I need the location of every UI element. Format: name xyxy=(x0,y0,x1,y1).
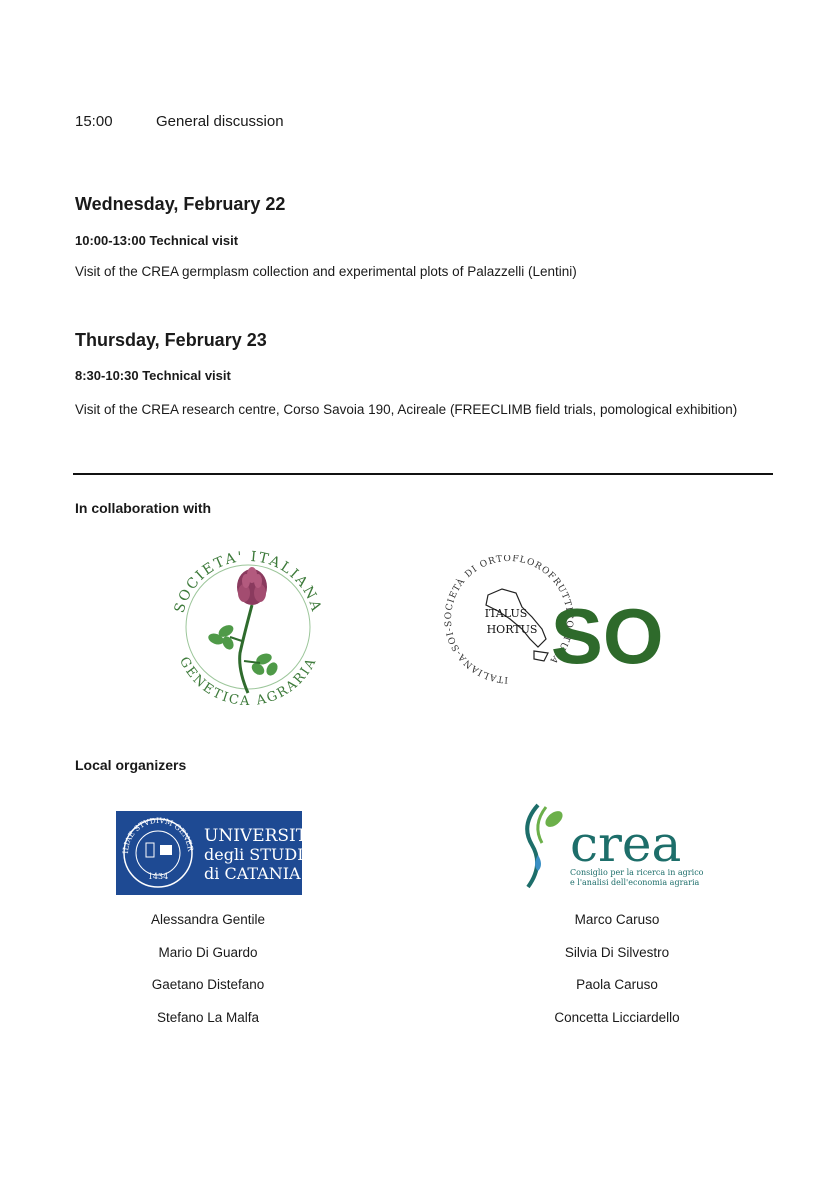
crea-logo xyxy=(518,797,703,899)
organizer-name-left: Gaetano Distefano xyxy=(151,977,265,992)
organizer-name-left: Mario Di Guardo xyxy=(158,945,258,960)
siga-top-text: SOCIETA' ITALIANA xyxy=(171,548,325,615)
organizer-name-right: Marco Caruso xyxy=(574,912,660,927)
soi-logo xyxy=(438,555,663,695)
siga-bottom-text: GENETICA AGRARIA xyxy=(175,654,321,710)
crea-wordmark: crea xyxy=(570,815,682,873)
collaboration-heading: In collaboration with xyxy=(75,500,212,516)
unict-logo xyxy=(116,811,302,895)
soi-inner-line1: ITALUS xyxy=(484,607,528,620)
crea-tagline-1: Consiglio per la ricerca in agrico xyxy=(570,868,703,877)
siga-logo xyxy=(160,535,335,710)
unict-line1: UNIVERSIT xyxy=(204,826,302,846)
section-divider xyxy=(73,473,773,475)
organizer-name-left: Stefano La Malfa xyxy=(156,1010,260,1025)
soi-wordmark: SO xyxy=(550,592,663,680)
soi-inner-line2: HORTUS xyxy=(486,623,538,636)
schedule-item: General discussion xyxy=(156,113,284,130)
thursday-heading: Thursday, February 23 xyxy=(75,330,267,350)
organizer-name-left: Alessandra Gentile xyxy=(150,912,266,927)
wednesday-description: Visit of the CREA germplasm collection and experimental plots of Palazzelli (Lentini) xyxy=(75,264,577,279)
local-organizers-heading: Local organizers xyxy=(75,757,187,773)
thursday-description: Visit of the CREA research centre, Corso Savoia 190, Acireale (FREECLIMB field trials, pomological exhibition) xyxy=(75,402,738,417)
crea-tagline-2: e l'analisi dell'economia agraria xyxy=(570,878,700,887)
wednesday-heading: Wednesday, February 22 xyxy=(75,194,286,214)
unict-line3: di CATANIA xyxy=(204,864,301,883)
soi-ring-text: ITALIANA-SOI-SOCIETÀ DI ORTOFLOROFRUTTICOLTURA xyxy=(443,555,575,685)
unict-seal-text: ILIAE STVDIVM GENER xyxy=(120,815,196,854)
organizer-name-right: Concetta Licciardello xyxy=(554,1010,680,1025)
wednesday-slot: 10:00-13:00 Technical visit xyxy=(75,233,239,248)
unict-seal-year: 1434 xyxy=(147,872,169,881)
organizer-name-right: Silvia Di Silvestro xyxy=(564,945,670,960)
organizer-name-right: Paola Caruso xyxy=(576,977,658,992)
thursday-slot: 8:30-10:30 Technical visit xyxy=(75,368,231,383)
unict-line2: degli STUDI xyxy=(204,845,302,864)
schedule-time: 15:00 xyxy=(75,113,113,130)
